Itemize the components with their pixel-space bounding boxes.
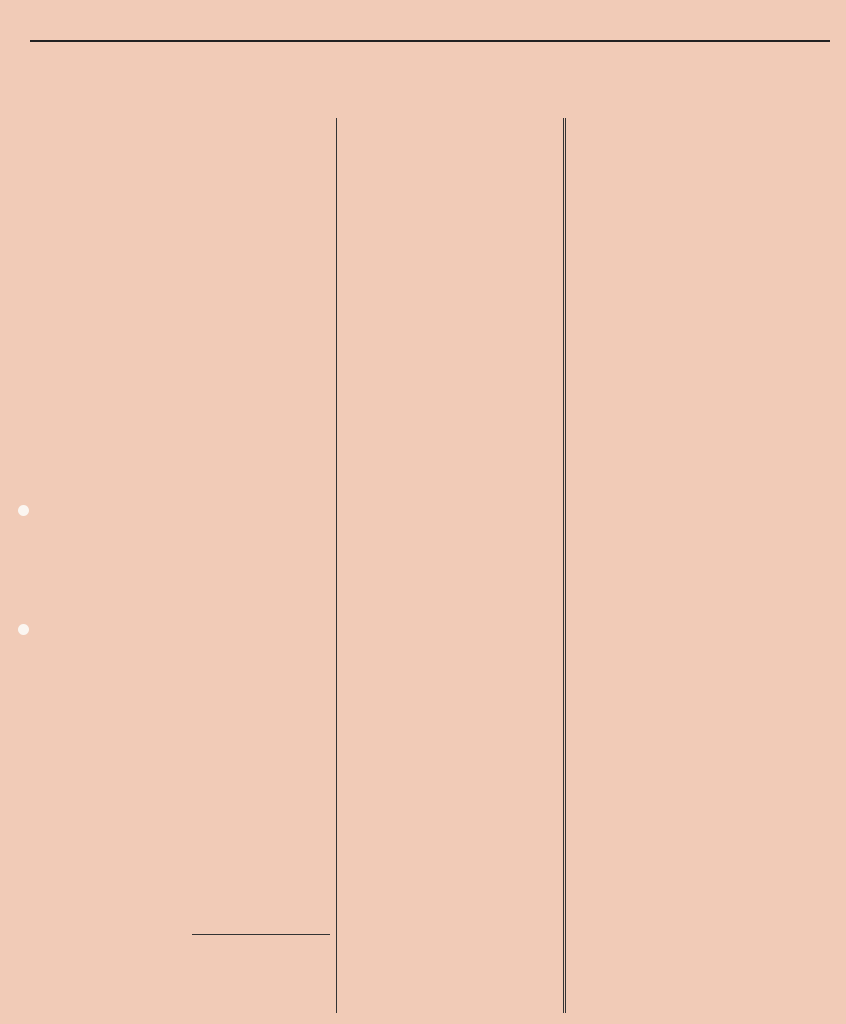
- binder-hole: [18, 505, 29, 516]
- binder-hole: [18, 624, 29, 635]
- article-credits: [192, 934, 330, 939]
- page-header: [30, 18, 830, 42]
- article-column-1: [36, 128, 182, 1016]
- credits-rule: [192, 934, 330, 935]
- article-column-2: [192, 128, 328, 968]
- column-divider: [336, 118, 337, 1013]
- column-divider: [563, 118, 566, 1013]
